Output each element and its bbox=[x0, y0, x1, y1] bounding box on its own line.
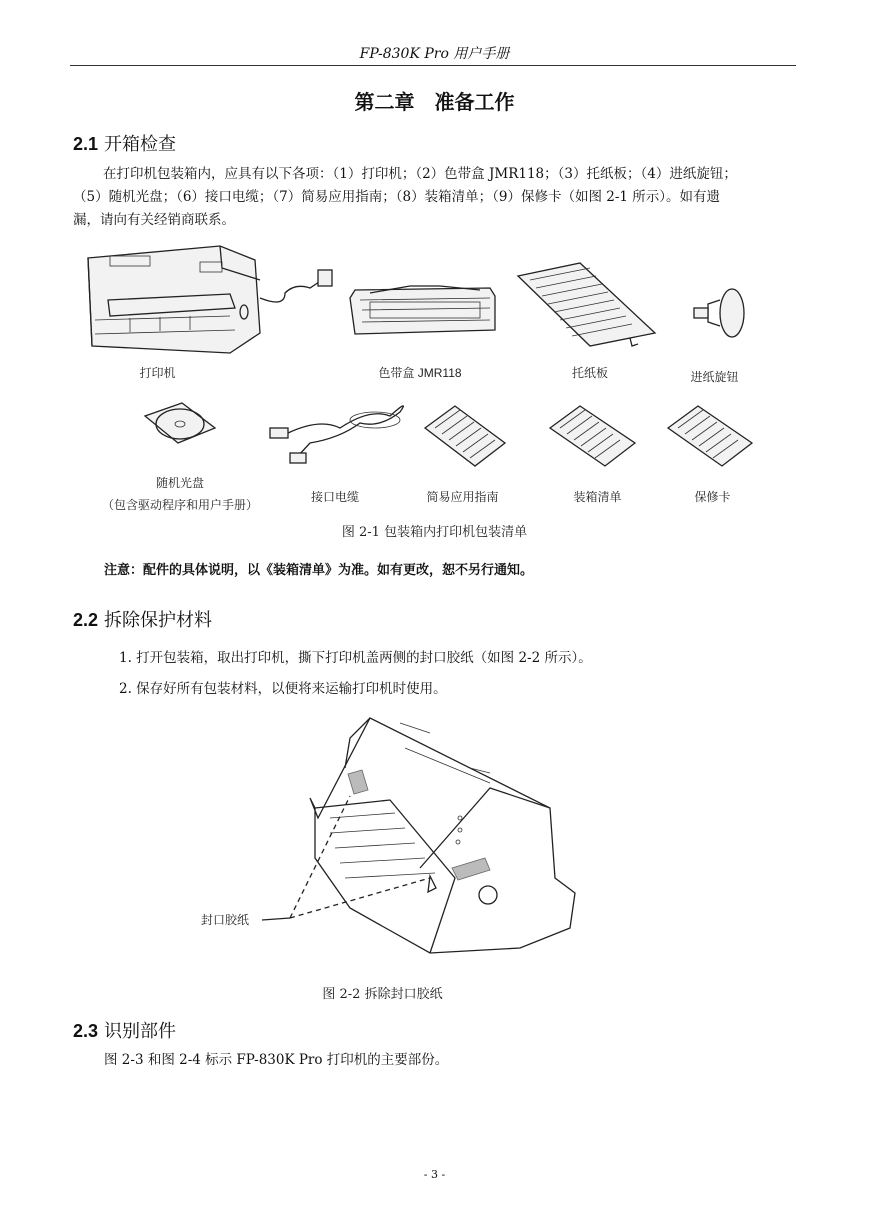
label-cd-note: （包含驱动程序和用户手册） bbox=[101, 498, 258, 512]
header-rule bbox=[70, 65, 796, 66]
section-title: 拆除保护材料 bbox=[104, 610, 213, 631]
page-number: - 3 - bbox=[423, 1168, 446, 1181]
section-title: 开箱检查 bbox=[104, 134, 177, 155]
label-tray: 托纸板 bbox=[571, 366, 608, 380]
guide-illustration bbox=[425, 406, 505, 466]
cd-illustration bbox=[145, 403, 215, 443]
section-number: 2.2 bbox=[73, 610, 99, 630]
label-cable: 接口电缆 bbox=[310, 490, 359, 504]
figure-2-1-caption: 图 2-1 包装箱内打印机包装清单 bbox=[341, 525, 528, 540]
section-title: 识别部件 bbox=[104, 1021, 177, 1042]
label-warranty: 保修卡 bbox=[694, 490, 731, 504]
ribbon-cartridge-illustration bbox=[350, 286, 495, 334]
section-2-2-heading bbox=[73, 606, 212, 632]
section-number: 2.3 bbox=[73, 1021, 99, 1041]
tape-pointer-leader bbox=[262, 918, 290, 920]
step-2: 2. 保存好所有包装材料，以便将来运输打印机时使用。 bbox=[119, 681, 447, 697]
paper-tray-illustration bbox=[518, 263, 655, 346]
label-seal-tape: 封口胶纸 bbox=[200, 913, 249, 927]
warranty-illustration bbox=[668, 406, 752, 466]
intro-line: 漏，请向有关经销商联系。 bbox=[73, 212, 235, 228]
label-packing-list: 装箱清单 bbox=[573, 490, 622, 504]
packing-list-illustration bbox=[550, 406, 635, 466]
section-2-1-heading bbox=[73, 130, 176, 156]
cable-illustration bbox=[270, 406, 403, 463]
label-printer: 打印机 bbox=[139, 366, 176, 380]
label-ribbon: 色带盒 JMR118 bbox=[378, 366, 462, 380]
page-header: FP-830K Pro 用户手册 bbox=[359, 46, 510, 62]
note: 注意：配件的具体说明，以《装箱清单》为准。如有更改，恕不另行通知。 bbox=[104, 563, 534, 578]
tape-pointer-lines bbox=[290, 796, 430, 918]
chapter-title: 第二章 准备工作 bbox=[354, 90, 515, 114]
label-guide: 简易应用指南 bbox=[426, 490, 499, 504]
intro-paragraph bbox=[73, 163, 803, 232]
label-cd: 随机光盘 bbox=[155, 476, 204, 490]
intro-line: 在打印机包装箱内，应具有以下各项：（1）打印机；（2）色带盒 JMR118；（3）托纸板；（4）进纸旋钮； bbox=[103, 166, 737, 182]
figure-2-2-caption: 图 2-2 拆除封口胶纸 bbox=[322, 987, 443, 1002]
intro-line: （5）随机光盘；（6）接口电缆；（7）简易应用指南；（8）装箱清单；（9）保修卡（如图 2-1 所示）。如有遗 bbox=[73, 189, 721, 205]
label-knob: 进纸旋钮 bbox=[690, 370, 739, 384]
open-printer-illustration bbox=[310, 718, 575, 953]
step-1: 1. 打开包装箱，取出打印机，撕下打印机盖两侧的封口胶纸（如图 2-2 所示）。 bbox=[119, 650, 592, 666]
section-number: 2.1 bbox=[73, 134, 99, 154]
feed-knob-illustration bbox=[694, 289, 744, 337]
section-2-3-text: 图 2-3 和图 2-4 标示 FP-830K Pro 打印机的主要部份。 bbox=[104, 1052, 449, 1068]
printer-illustration bbox=[88, 246, 332, 353]
section-2-3-heading bbox=[73, 1017, 176, 1043]
